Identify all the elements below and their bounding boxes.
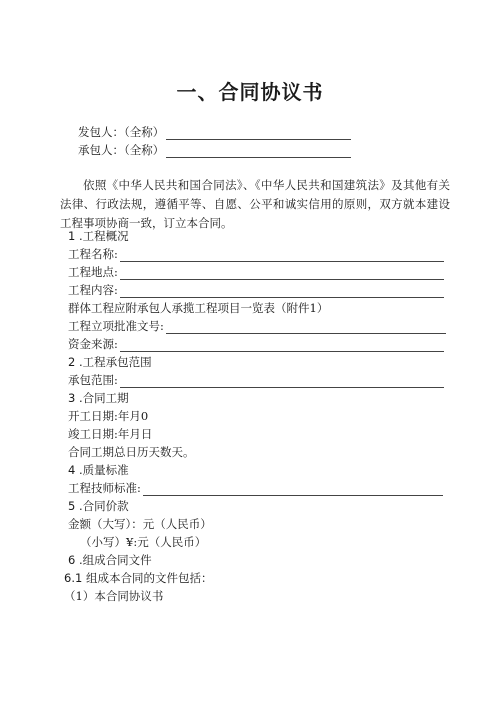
project-name-label: 工程名称:: [68, 247, 118, 261]
funding-source-label: 资金来源:: [68, 337, 118, 351]
section-1-heading: 1 .工程概况: [68, 229, 129, 243]
document-item-1: （1）本合同协议书: [64, 589, 164, 603]
finish-date: 竣工日期:年月日: [68, 427, 153, 441]
project-location-blank: [120, 268, 444, 280]
section-6-heading: 6 .组成合同文件: [68, 553, 152, 567]
project-name-line: [68, 246, 444, 262]
funding-source-blank: [120, 340, 444, 352]
funding-source-line: [68, 336, 444, 352]
project-name-blank: [120, 250, 444, 262]
employer-label: 发包人：（全称）: [78, 125, 165, 139]
section-5-heading: 5 .合同价款: [68, 499, 129, 513]
total-duration: 合同工期总日历天数天。: [68, 445, 195, 459]
start-date: 开工日期:年月0: [68, 409, 149, 423]
section-3-heading: 3 .合同工期: [68, 391, 129, 405]
project-location-line: [68, 264, 444, 280]
approval-number-label: 工程立项批准文号:: [68, 319, 164, 333]
section-6-1: 6.1 组成本合同的文件包括：: [64, 571, 213, 585]
contractor-blank: [166, 146, 351, 158]
group-project-note: 群体工程应附承包人承揽工程项目一览表（附件1）: [68, 301, 329, 315]
quality-standard-label: 工程技师标准:: [68, 481, 141, 495]
section-4-heading: 4 .质量标准: [68, 463, 129, 477]
document-title: 一、合同协议书: [176, 80, 324, 104]
amount-in-figures: （小写）¥:元（人民币）: [80, 535, 207, 549]
quality-standard-blank: [143, 484, 443, 496]
project-content-line: [68, 282, 444, 298]
employer-blank: [166, 128, 351, 140]
contractor-line: [78, 142, 351, 158]
contract-scope-blank: [120, 376, 444, 388]
section-2-heading: 2 .工程承包范围: [68, 355, 152, 369]
project-content-label: 工程内容:: [68, 283, 118, 297]
amount-in-words: 金额（大写）：元（人民币）: [68, 517, 212, 531]
project-content-blank: [120, 286, 444, 298]
quality-standard-line: [68, 480, 443, 496]
intro-paragraph: 依照《中华人民共和国合同法》、《中华人民共和国建筑法》及其他有关法律、行政法规，遵循平等、自愿、公平和诚实信用的原则，双方就本建设工程事项协商一致，订立本合同。: [60, 178, 450, 230]
employer-line: [78, 124, 351, 140]
contract-scope-line: [68, 372, 444, 388]
approval-number-blank: [166, 322, 446, 334]
contract-scope-label: 承包范围:: [68, 373, 118, 387]
contractor-label: 承包人：（全称）: [78, 143, 165, 157]
approval-number-line: [68, 318, 446, 334]
project-location-label: 工程地点:: [68, 265, 118, 279]
